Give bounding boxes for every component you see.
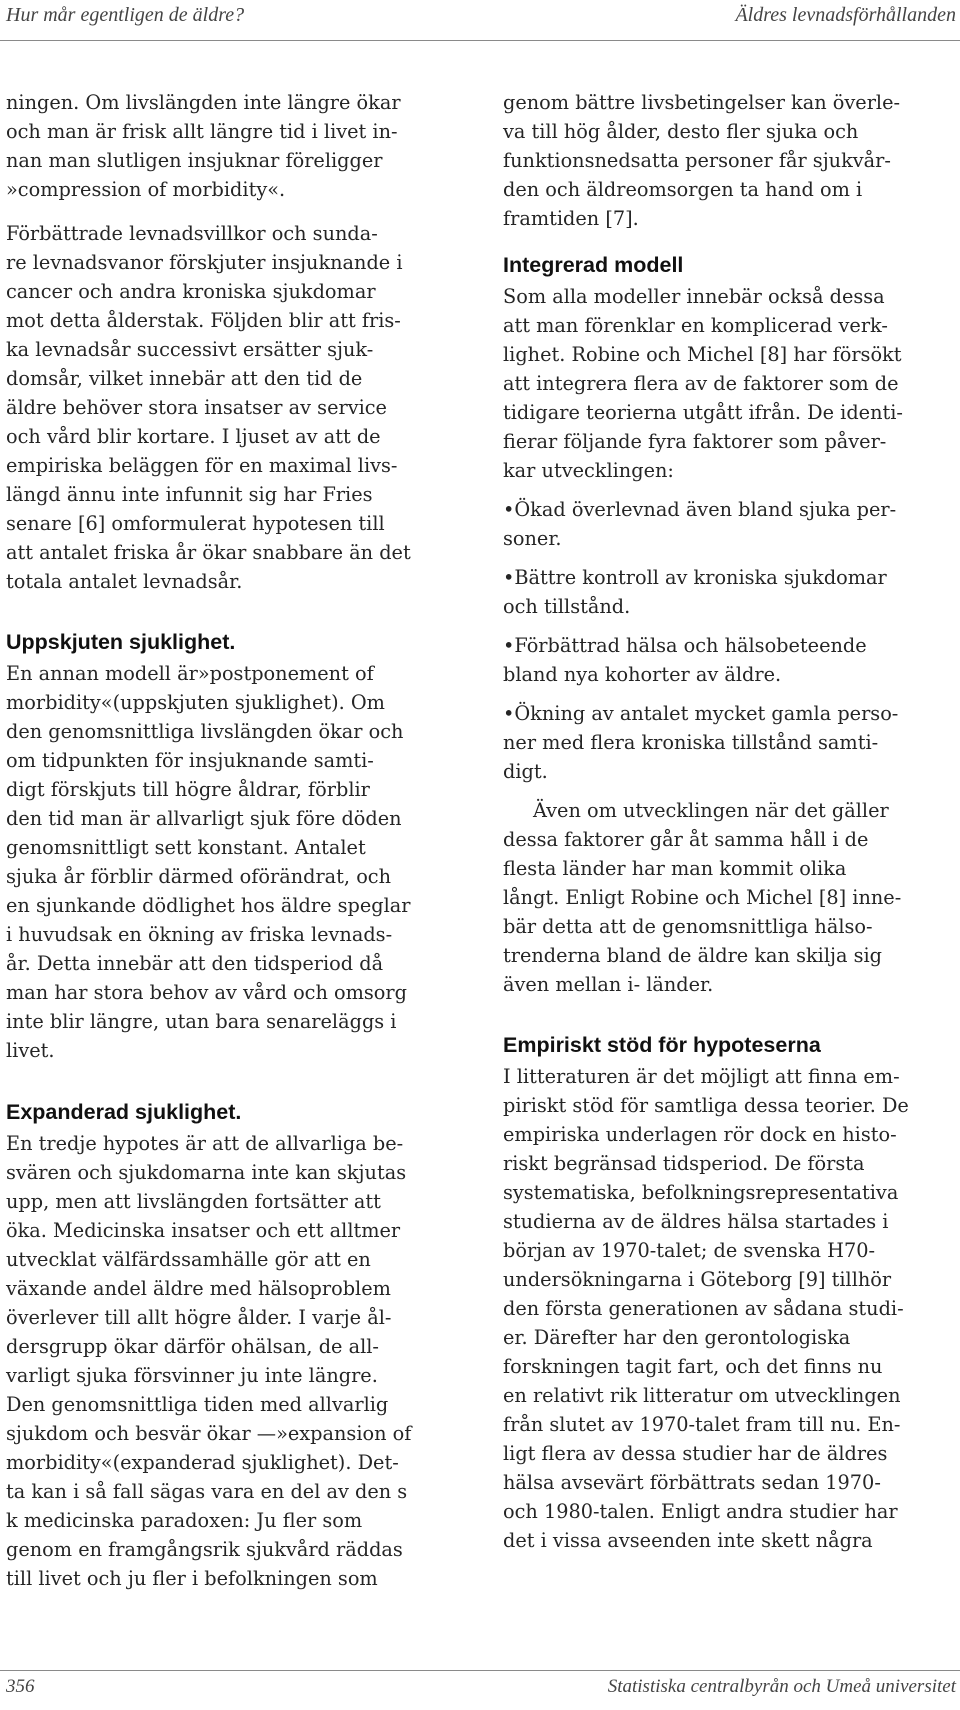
spacer [503, 786, 955, 796]
text-line: ta kan i så fall sägas vara en del av den s [6, 1480, 408, 1503]
publisher-credit: Statistiska centralbyrån och Umeå universitet [607, 1676, 956, 1697]
text-line: systematiska, befolkningsrepresentativa [503, 1181, 899, 1204]
text-line: hälsa avsevärt förbättrats sedan 1970- [503, 1471, 881, 1494]
text-line: digt förskjuts till högre åldrar, förblir [6, 778, 370, 801]
text-line: svären och sjukdomarna inte kan skjutas [6, 1161, 407, 1184]
spacer [503, 999, 955, 1028]
text-line: framtiden [7]. [503, 207, 639, 230]
bullet-item [503, 699, 955, 786]
left-column [6, 88, 446, 1593]
text-line: långt. Enligt Robine och Michel [8] inne- [503, 886, 902, 909]
text-line: riskt begränsad tidsperiod. De första [503, 1152, 865, 1175]
text-line: cancer och andra kroniska sjukdomar [6, 280, 376, 303]
text-line: och vård blir kortare. I ljuset av att de [6, 425, 381, 448]
text-line: trenderna bland de äldre kan skilja sig [503, 944, 882, 967]
bullet-line: och tillstånd. [503, 595, 631, 618]
text-line: mot detta ålderstak. Följden blir att fris- [6, 309, 401, 332]
text-line: livet. [6, 1039, 55, 1062]
text-line: Den genomsnittliga tiden med allvarlig [6, 1393, 389, 1416]
bullet-line: soner. [503, 527, 562, 550]
text-line: om tidpunkten för insjuknande samti- [6, 749, 374, 772]
paragraph [503, 796, 955, 999]
text-line: den genomsnittliga livslängden ökar och [6, 720, 404, 743]
spacer [6, 596, 446, 625]
paragraph [6, 88, 446, 204]
text-line: även mellan i- länder. [503, 973, 714, 996]
text-line: växande andel äldre med hälsoproblem [6, 1277, 391, 1300]
text-line: till livet och ju fler i befolkningen som [6, 1567, 378, 1590]
text-line: ningen. Om livslängden inte längre ökar [6, 91, 401, 114]
text-line: studierna av de äldres hälsa startades i [503, 1210, 889, 1233]
text-line: sjuka år förblir därmed oförändrat, och [6, 865, 392, 888]
paragraph [6, 659, 446, 1065]
bullet-item [503, 631, 955, 689]
bullet-line: •Förbättrad hälsa och hälsobeteende [503, 634, 867, 657]
text-line: äldre behöver stora insatser av service [6, 396, 387, 419]
text-line: k medicinska paradoxen: Ju fler som [6, 1509, 363, 1532]
text-line: en relativt rik litteratur om utvecklingen [503, 1384, 901, 1407]
text-line: ligt flera av dessa studier har de äldres [503, 1442, 888, 1465]
text-line: flesta länder har man kommit olika [503, 857, 847, 880]
text-line: nan man slutligen insjuknar föreligger [6, 149, 383, 172]
text-line: En tredje hypotes är att de allvarliga be- [6, 1132, 404, 1155]
text-line: senare [6] omformulerat hypotesen till [6, 512, 385, 535]
text-line: det i vissa avseenden inte skett några [503, 1529, 873, 1552]
header-chapter-title: Hur mår egentligen de äldre? [6, 4, 245, 26]
spacer [503, 233, 955, 248]
text-line: funktionsnedsatta personer får sjukvår- [503, 149, 891, 172]
bullet-line: digt. [503, 760, 548, 783]
text-line: överlever till allt högre ålder. I varje ål- [6, 1306, 392, 1329]
text-line: man har stora behov av vård och omsorg [6, 981, 407, 1004]
text-line: och 1980-talen. Enligt andra studier har [503, 1500, 898, 1523]
text-line: bär detta att de genomsnittliga hälso- [503, 915, 873, 938]
text-line: re levnadsvanor förskjuter insjuknande i [6, 251, 403, 274]
paragraph [503, 282, 955, 485]
bullet-line: •Ökning av antalet mycket gamla perso- [503, 702, 899, 725]
text-line: år. Detta innebär att den tidsperiod då [6, 952, 384, 975]
text-line: den och äldreomsorgen ta hand om i [503, 178, 863, 201]
footer-rule [0, 1670, 960, 1671]
bullet-list [503, 495, 955, 786]
text-line: empiriska underlagen rör dock en histo- [503, 1123, 897, 1146]
text-line: tidigare teorierna utgått ifrån. De identi- [503, 401, 903, 424]
text-line: genom en framgångsrik sjukvård räddas [6, 1538, 403, 1561]
text-line: upp, men att livslängden fortsätter att [6, 1190, 381, 1213]
text-line: Förbättrade levnadsvillkor och sunda- [6, 222, 378, 245]
paragraph [503, 88, 955, 233]
section-heading: Uppskjuten sjuklighet. [6, 630, 236, 654]
text-line: och man är frisk allt längre tid i livet in- [6, 120, 398, 143]
text-line: i huvudsak en ökning av friska levnads- [6, 923, 393, 946]
paragraph [6, 219, 446, 596]
text-line: varligt sjuka försvinner ju inte längre. [6, 1364, 378, 1387]
header-rule [0, 40, 960, 41]
text-line: den tid man är allvarligt sjuk före döden [6, 807, 402, 830]
bullet-line: bland nya kohorter av äldre. [503, 663, 782, 686]
text-line: undersökningarna i Göteborg [9] tillhör [503, 1268, 892, 1291]
text-line: genomsnittligt sett konstant. Antalet [6, 836, 366, 859]
text-line: Även om utvecklingen när det gäller [533, 799, 889, 822]
text-line: kar utvecklingen: [503, 459, 674, 482]
text-line: forskningen tagit fart, och det finns nu [503, 1355, 883, 1378]
text-line: att antalet friska år ökar snabbare än det [6, 541, 411, 564]
text-line: lighet. Robine och Michel [8] har försökt [503, 343, 902, 366]
text-line: utvecklat välfärdssamhälle gör att en [6, 1248, 371, 1271]
text-line: inte blir längre, utan bara senareläggs i [6, 1010, 397, 1033]
spacer [6, 1065, 446, 1095]
bullet-item [503, 495, 955, 553]
text-line: öka. Medicinska insatser och ett alltmer [6, 1219, 401, 1242]
right-column [503, 88, 955, 1555]
bullet-line: ner med flera kroniska tillstånd samti- [503, 731, 879, 754]
bullet-line: •Ökad överlevnad även bland sjuka per- [503, 498, 897, 521]
paragraph [503, 1062, 955, 1555]
text-line: längd ännu inte infunnit sig har Fries [6, 483, 373, 506]
running-header [0, 0, 960, 34]
spacer [6, 204, 446, 219]
text-line: morbidity«(expanderad sjuklighet). Det- [6, 1451, 399, 1474]
text-line: domsår, vilket innebär att den tid de [6, 367, 363, 390]
text-line: empiriska beläggen för en maximal livs- [6, 454, 398, 477]
spacer [503, 485, 955, 495]
text-line: I litteraturen är det möjligt att finna em- [503, 1065, 900, 1088]
text-line: dersgrupp ökar därför ohälsan, de all- [6, 1335, 379, 1358]
section-heading: Expanderad sjuklighet. [6, 1100, 242, 1124]
text-line: att integrera flera av de faktorer som de [503, 372, 899, 395]
text-line: En annan modell är»postponement of [6, 662, 374, 685]
text-line: ka levnadsår successivt ersätter sjuk- [6, 338, 374, 361]
paragraph [6, 1129, 446, 1593]
bullet-item [503, 563, 955, 621]
text-line: totala antalet levnadsår. [6, 570, 243, 593]
text-line: från slutet av 1970-talet fram till nu. En- [503, 1413, 901, 1436]
text-line: en sjunkande dödlighet hos äldre speglar [6, 894, 411, 917]
bullet-line: •Bättre kontroll av kroniska sjukdomar [503, 566, 887, 589]
text-line: er. Därefter har den gerontologiska [503, 1326, 851, 1349]
header-section-title: Äldres levnadsförhållanden [735, 4, 956, 26]
text-line: Som alla modeller innebär också dessa [503, 285, 885, 308]
text-line: morbidity«(uppskjuten sjuklighet). Om [6, 691, 385, 714]
text-line: »compression of morbidity«. [6, 178, 286, 201]
text-line: dessa faktorer går åt samma håll i de [503, 828, 869, 851]
text-line: genom bättre livsbetingelser kan överle- [503, 91, 901, 114]
text-line: piriskt stöd för samtliga dessa teorier. De [503, 1094, 909, 1117]
text-line: va till hög ålder, desto fler sjuka och [503, 120, 859, 143]
section-heading: Integrerad modell [503, 253, 684, 277]
text-line: fierar följande fyra faktorer som påver- [503, 430, 887, 453]
text-line: början av 1970-talet; de svenska H70- [503, 1239, 876, 1262]
text-line: den första generationen av sådana studi- [503, 1297, 904, 1320]
page-number: 356 [6, 1676, 35, 1697]
text-line: att man förenklar en komplicerad verk- [503, 314, 888, 337]
section-heading: Empiriskt stöd för hypoteserna [503, 1033, 821, 1057]
text-line: sjukdom och besvär ökar —»expansion of [6, 1422, 412, 1445]
